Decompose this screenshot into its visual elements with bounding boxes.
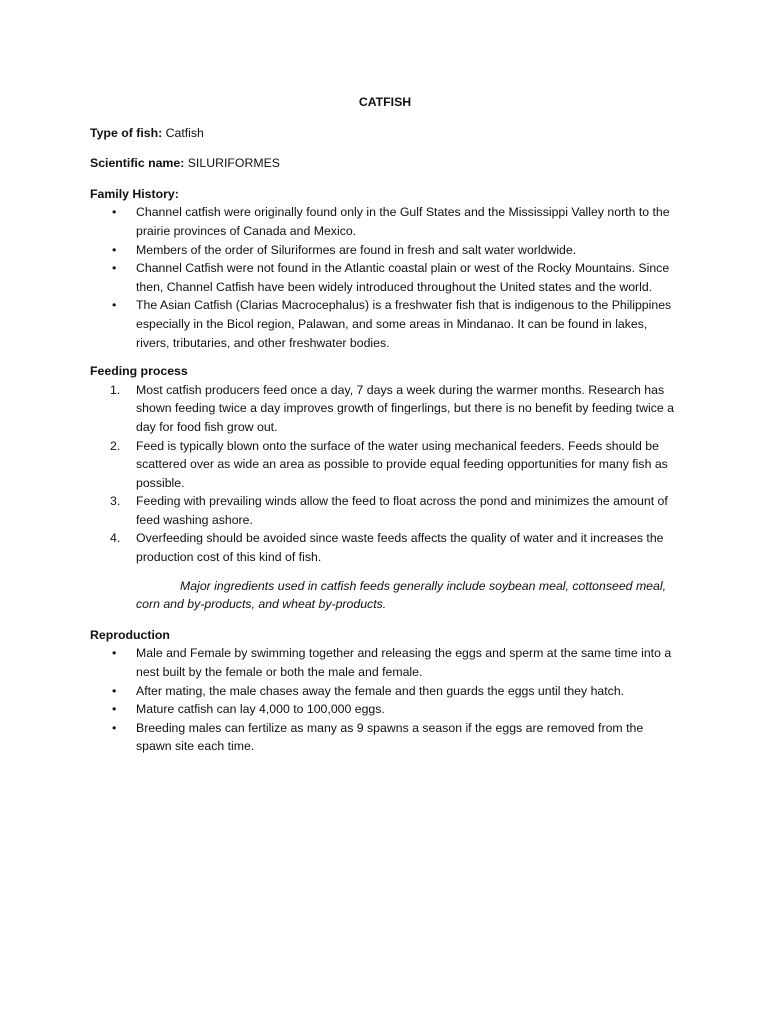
list-item-text: Members of the order of Siluriformes are found in fresh and salt water worldwide. [136,242,577,257]
list-item-text: Mature catfish can lay 4,000 to 100,000 eggs. [136,702,385,717]
list-item [90,241,680,260]
family-history-list [90,203,680,352]
bullet-icon: • [112,242,117,257]
list-item [90,700,680,719]
list-item [90,437,680,493]
feed-ingredients-note: Major ingredients used in catfish feeds generally include soybean meal, cottonseed meal, corn and by-products, and wheat by-products. [136,578,667,612]
list-item [90,259,680,296]
list-number: 1. [110,382,121,397]
type-of-fish [90,124,680,143]
list-item [90,492,680,529]
reproduction-list [90,644,680,756]
list-item [90,296,680,352]
list-item-text: Male and Female by swimming together and releasing the eggs and sperm at the same time into a nest built by the female or both the male and female. [136,646,672,680]
list-item-text: Breeding males can fertilize as many as 9 spawns a season if the eggs are removed from the spawn site each time. [136,720,644,754]
list-item [90,381,680,437]
family-history-heading: Family History: [90,186,179,201]
list-number: 3. [110,494,121,509]
list-item-text: Overfeeding should be avoided since waste feeds affects the quality of water and it increases the production cost of this kind of fish. [136,531,664,565]
reproduction-heading: Reproduction [90,627,170,642]
list-item [90,719,680,756]
document-title: CATFISH [358,95,412,109]
type-of-fish-label: Type of fish: [90,125,163,140]
document-body [90,93,680,766]
list-item [90,682,680,701]
list-number: 2. [110,438,121,453]
bullet-icon: • [112,298,117,313]
list-item-text: The Asian Catfish (Clarias Macrocephalus) is a freshwater fish that is indigenous to the Philippines especially in the Bicol region, Palawan, and some areas in Mindanao. It can be found in lakes, rivers, tributaries, and other freshwater bodies. [136,298,672,350]
list-item-text: Feeding with prevailing winds allow the feed to float across the pond and minimizes the amount of feed washing ashore. [136,494,668,527]
list-item [90,529,680,566]
scientific-name-label: Scientific name: [90,156,185,171]
bullet-icon: • [112,261,117,276]
list-item-text: Most catfish producers feed once a day, 7 days a week during the warmer months. Research has shown feeding twice a day improves growth of fingerlings, but there is no benefit by feeding twice a day for food fish grow out. [136,382,674,434]
feeding-process-list [90,381,680,567]
feeding-process-heading: Feeding process [90,364,188,379]
list-item-text: Channel Catfish were not found in the Atlantic coastal plain or west of the Rocky Mountains. Since then, Channel Catfish have been widely introduced throughout the United states and the world. [136,261,670,294]
list-item [90,644,680,681]
bullet-icon: • [112,683,117,698]
bullet-icon: • [112,646,117,661]
bullet-icon: • [112,720,117,735]
list-item-text: Channel catfish were originally found only in the Gulf States and the Mississippi Valley north to the prairie provinces of Canada and Mexico. [136,205,670,238]
bullet-icon: • [112,205,117,220]
list-item-text: After mating, the male chases away the female and then guards the eggs until they hatch. [136,683,625,698]
bullet-icon: • [112,702,117,717]
list-number: 4. [110,531,121,546]
scientific-name-value: SILURIFORMES [187,156,280,171]
type-of-fish-value: Catfish [165,125,204,140]
list-item-text: Feed is typically blown onto the surface of the water using mechanical feeders. Feeds should be scattered over as wide an area as possible to provide equal feeding opportunities for many fish as possible. [136,438,668,490]
scientific-name [90,154,680,173]
list-item [90,203,680,240]
